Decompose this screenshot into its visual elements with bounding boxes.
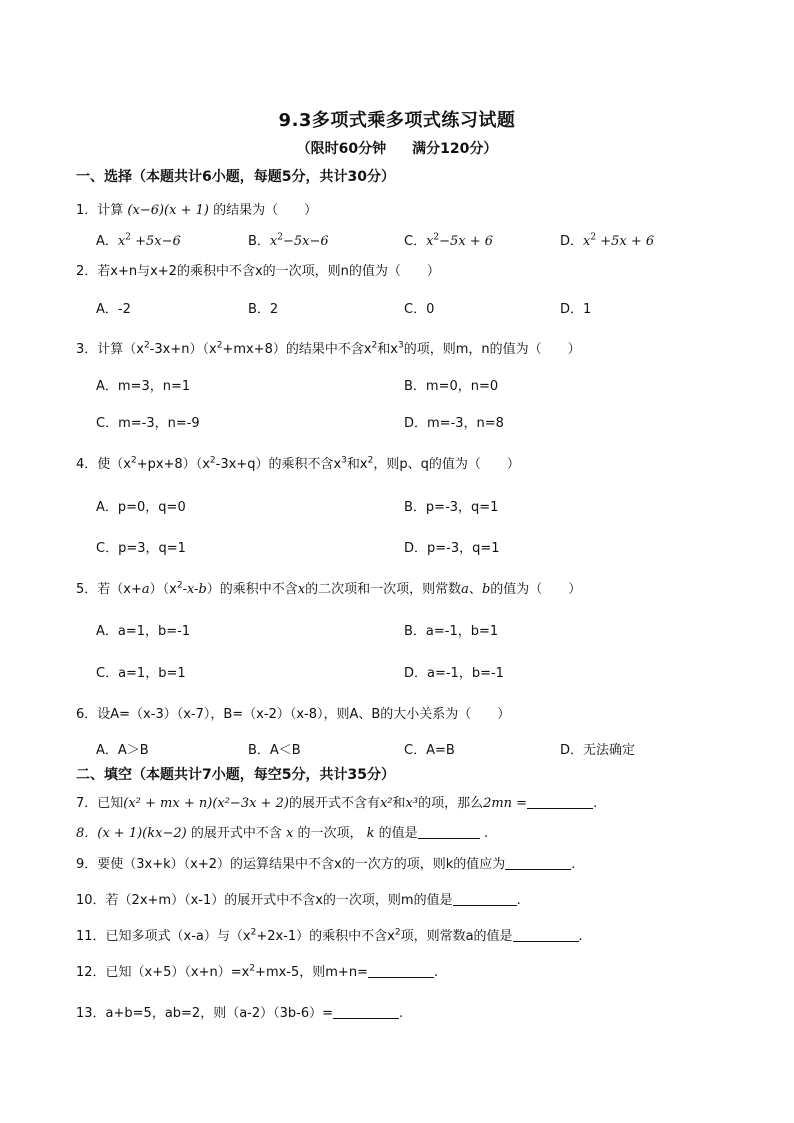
q3-option-b[interactable]: B．m=0，n=0 xyxy=(404,379,499,394)
q6-option-b[interactable]: B．A＜B xyxy=(248,743,301,758)
q5-option-b[interactable]: B．a=-1，b=1 xyxy=(404,624,499,639)
section-heading-choice: 一、选择（本题共计6小题，每题5分，共计30分） xyxy=(76,169,395,185)
q11-answer-blank[interactable] xyxy=(513,928,579,942)
question-5: 5．若$(x+a)(x^2-x-b)$的乘积中不含x的二次项和一次项，则常数a、b的值为（ ） xyxy=(76,580,582,597)
q5-option-c[interactable]: C．a=1，b=1 xyxy=(96,666,186,681)
page-title: 9.3多项式乘多项式练习试题 xyxy=(278,110,516,131)
q3-option-a[interactable]: A．m=3，n=1 xyxy=(96,379,191,394)
question-12: 12．已知$(x+5)(x+n)=x^2+mx-5$，则m+n= . xyxy=(76,963,439,980)
question-3: 3．计算$(x^2-3x+n)(x^2+mx+8)$的结果中不含$x^2$和$x^3$的项，则m，n的值为（ ） xyxy=(76,340,581,357)
q4-option-a[interactable]: A．p=0，q=0 xyxy=(96,500,186,515)
q1-option-d[interactable]: D．$x^2 +5x + 6$ xyxy=(560,232,655,249)
q2-option-b[interactable]: B．2 xyxy=(248,302,279,317)
question-4: 4．使$(x^2+px+8)(x^2-3x+q)$的乘积不含$x^3$和$x^2$，则p、q的值为（ ） xyxy=(76,455,520,472)
question-2: 2．若x+n与x+2的乘积中不含x的一次项，则n的值为（ ） xyxy=(76,264,440,279)
time-limit: （限时60分钟 xyxy=(296,141,387,157)
q4-option-c[interactable]: C．p=3，q=1 xyxy=(96,541,186,556)
q8-answer-blank[interactable] xyxy=(418,825,480,839)
q13-answer-blank[interactable] xyxy=(333,1005,399,1019)
question-11: 11．已知多项式（x-a）与$(x^2+2x-1)$的乘积中不含$x^2$项，则常数a的值是 . xyxy=(76,927,583,944)
q10-answer-blank[interactable] xyxy=(453,892,517,906)
question-8: 8．(x + 1)(kx−2) 的展开式中不含 x 的一次项， k 的值是 . xyxy=(76,826,488,841)
q4-option-b[interactable]: B．p=-3，q=1 xyxy=(404,500,499,515)
q5-option-a[interactable]: A．a=1，b=-1 xyxy=(96,624,191,639)
full-score: 满分120分） xyxy=(412,141,498,157)
question-1: 1．计算 (x−6)(x + 1) 的结果为（ ） xyxy=(76,203,318,218)
q6-option-c[interactable]: C．A=B xyxy=(404,743,455,758)
q2-option-c[interactable]: C．0 xyxy=(404,302,435,317)
q1-expression: (x−6)(x + 1) xyxy=(127,203,209,218)
q1-option-c[interactable]: C．$x^2-5x + 6$ xyxy=(404,232,494,249)
q1-option-a[interactable]: A．$x^2 +5x-6$ xyxy=(96,232,181,249)
q12-answer-blank[interactable] xyxy=(368,964,434,978)
question-6: 6．设A=（x-3）（x-7），B=（x-2）（x-8），则A、B的大小关系为（ ） xyxy=(76,707,511,722)
q6-option-a[interactable]: A．A＞B xyxy=(96,743,149,758)
section-heading-fill: 二、填空（本题共计7小题，每空5分，共计35分） xyxy=(76,767,395,783)
q6-option-d[interactable]: D．无法确定 xyxy=(560,743,636,758)
q9-answer-blank[interactable] xyxy=(505,856,571,870)
q3-option-d[interactable]: D．m=-3，n=8 xyxy=(404,416,504,431)
question-10: 10．若（2x+m）（x-1）的展开式中不含x的一次项，则m的值是 . xyxy=(76,893,521,908)
q2-option-d[interactable]: D．1 xyxy=(560,302,592,317)
q5-option-d[interactable]: D．a=-1，b=-1 xyxy=(404,666,504,681)
q7-answer-blank[interactable] xyxy=(527,795,593,809)
q3-option-c[interactable]: C．m=-3，n=-9 xyxy=(96,416,200,431)
q1-option-b[interactable]: B．$x^2-5x-6$ xyxy=(248,232,329,249)
page-subtitle xyxy=(0,138,794,158)
q2-option-a[interactable]: A．-2 xyxy=(96,302,131,317)
question-13: 13．a+b=5，ab=2，则（a-2）（3b-6）= . xyxy=(76,1006,404,1021)
q4-option-d[interactable]: D．p=-3，q=1 xyxy=(404,541,500,556)
question-7: 7．已知(x² + mx + n)(x²−3x + 2)的展开式不含有x²和x³的项，那么2mn = . xyxy=(76,796,598,811)
question-9: 9．要使（3x+k）（x+2）的运算结果中不含x的一次方的项，则k的值应为 . xyxy=(76,857,576,872)
